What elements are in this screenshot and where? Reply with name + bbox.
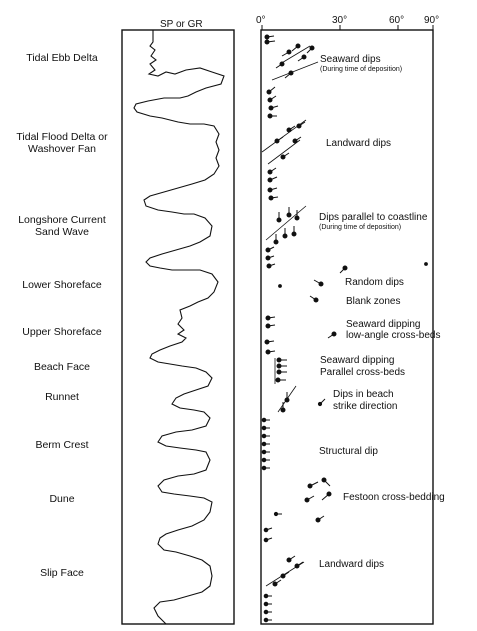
log-track-header: SP or GR xyxy=(160,19,203,30)
dip-tick-90: 90° xyxy=(424,15,440,26)
dip-tick-60: 60° xyxy=(389,15,405,26)
dip-tick-30: 30° xyxy=(332,15,348,26)
facies-label: Dune xyxy=(49,493,75,505)
dip-note: Landward dips xyxy=(319,559,385,570)
dip-tick-0: 0° xyxy=(256,15,266,26)
facies-label: Longshore Current Sand Wave xyxy=(18,214,106,238)
dip-note: Dips in beach xyxy=(333,389,394,400)
dip-note: Random dips xyxy=(345,277,404,288)
log-track-frame xyxy=(122,30,234,624)
dip-note-line2: low-angle cross-beds xyxy=(346,330,441,341)
dip-note-line2: strike direction xyxy=(333,401,398,412)
facies-label: Beach Face xyxy=(33,361,91,373)
dip-note-line2: Parallel cross-beds xyxy=(320,367,406,378)
dip-note: Structural dip xyxy=(319,446,378,457)
dip-note-sub: (During time of deposition) xyxy=(320,66,403,73)
log-curve xyxy=(134,30,224,624)
dip-note: Festoon cross-bedding xyxy=(343,492,445,503)
dip-axis-ticks xyxy=(262,25,433,30)
dip-note-sub: (During time of deposition) xyxy=(319,224,402,231)
facies-label: Runnet xyxy=(45,391,79,403)
facies-label: Upper Shoreface xyxy=(22,326,102,338)
facies-label: Berm Crest xyxy=(35,439,89,451)
dip-note: Seaward dips xyxy=(320,54,381,65)
dip-note: Seaward dipping xyxy=(346,319,421,330)
tadpole xyxy=(425,263,428,266)
dip-note: Dips parallel to coastline xyxy=(319,212,428,223)
dip-note: Landward dips xyxy=(326,138,392,149)
facies-label: Lower Shoreface xyxy=(22,279,102,291)
dip-note: Seaward dipping xyxy=(320,355,395,366)
facies-label: Slip Face xyxy=(40,567,84,579)
tadpole xyxy=(279,285,282,288)
dip-note: Blank zones xyxy=(346,296,401,307)
facies-label: Tidal Ebb Delta xyxy=(26,52,98,64)
facies-label: Tidal Flood Delta or Washover Fan xyxy=(16,131,108,155)
